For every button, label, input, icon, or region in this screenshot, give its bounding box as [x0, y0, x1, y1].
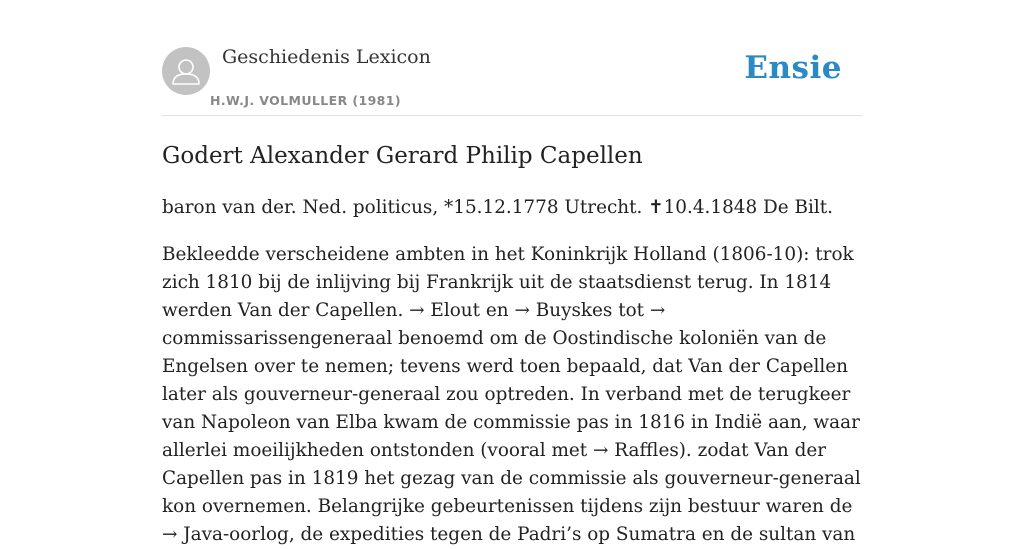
- entry-body: Bekleedde verscheidene ambten in het Koninkrijk Holland (1806-10): trok zich 1810 bij de inlijving bij Frankrijk uit de staatsdienst terug. In 1814 werden Van der Capellen. → Elout en → Buyskes tot → commissarissengeneraal benoemd om de Oostindische koloniën van de Engelsen over te nemen; tevens werd toen bepaald, dat Van der Capellen later als gouverneur-generaal zou optreden. In verband met de terugkeer van Napoleon van Elba kwam de commissie pas in 1816 in Indië aan, waar allerlei moeilijkheden ontstonden (vooral met → Raffles). zodat Van der Capellen pas in 1819 het gezag van de commissie als gouverneur-generaal kon overnemen. Belangrijke gebeurtenissen tijdens zijn bestuur waren de → Java-oorlog, de expedities tegen de Padri’s op Sumatra en de sultan van: [162, 244, 861, 545]
- author-byline: H.W.J. VOLMULLER (1981): [210, 93, 401, 108]
- ensie-logo[interactable]: Ensie: [744, 50, 842, 86]
- lexicon-title-link[interactable]: Geschiedenis Lexicon: [222, 46, 431, 68]
- avatar[interactable]: [162, 47, 210, 95]
- entry-title: Godert Alexander Gerard Philip Capellen: [162, 143, 643, 169]
- entry-intro: baron van der. Ned. politicus, *15.12.1778 Utrecht. ✝10.4.1848 De Bilt.: [162, 197, 834, 218]
- article-page: [162, 0, 862, 545]
- user-icon: [162, 47, 210, 95]
- article-header: [162, 0, 862, 116]
